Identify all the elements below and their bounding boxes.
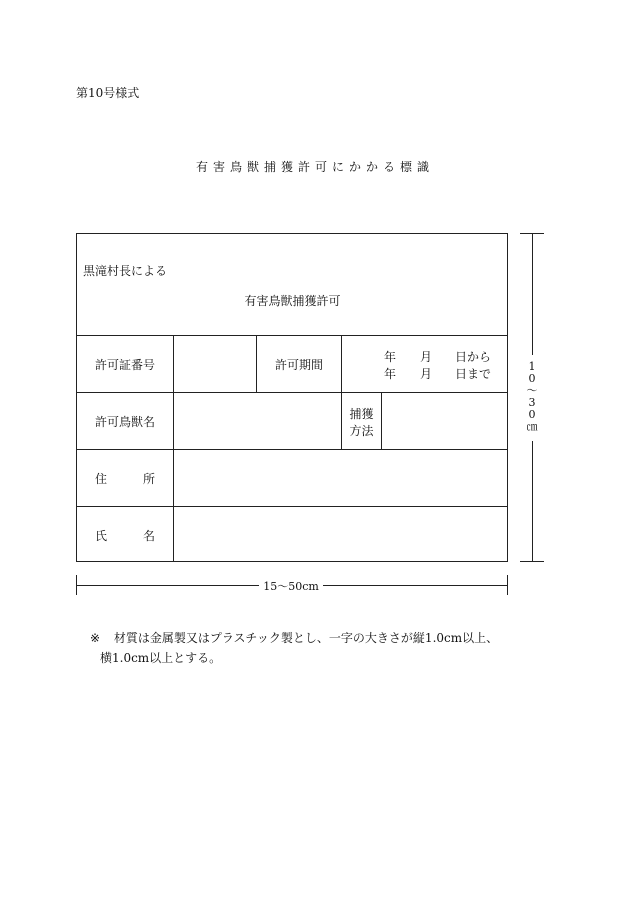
permit-heading: 有害鳥獣捕獲許可 [244,294,341,308]
period-start-year: 年 [384,350,397,364]
row-divider [77,392,508,393]
height-char: 0 [528,408,536,421]
width-dimension-label: 15〜50cm [263,580,319,593]
period-end-day: 日まで [455,367,492,381]
note-mark: ※ [90,631,101,645]
dimension-line [323,585,508,586]
height-char: 〜 [526,384,538,397]
period-start-month: 月 [420,350,433,364]
dimension-line [532,441,533,562]
issuer-text: 黒滝村長による [83,264,168,278]
height-dimension-label [520,361,544,433]
period-label: 許可期間 [274,358,323,372]
material-note [90,628,498,668]
dimension-line [76,585,259,586]
height-char: 1 [528,360,536,373]
height-char: 0 [528,372,536,385]
row-divider [77,335,508,336]
note-line-1: 材質は金属製又はプラスチック製とし、一字の大きさが縦1.0cm以上、 [113,631,499,645]
column-divider [381,392,382,449]
row-divider [77,449,508,450]
height-char: 3 [528,396,536,409]
width-dimension [76,575,508,595]
row-divider [77,506,508,507]
method-label-1: 捕獲 [349,407,374,421]
cert-number-label: 許可証番号 [94,358,155,372]
document-title: 有害鳥獣捕獲許可にかかる標識 [195,160,434,174]
period-end-month: 月 [420,367,433,381]
dimension-line [532,233,533,355]
sign-frame [76,233,508,562]
period-end-year: 年 [384,367,397,381]
animal-label: 許可鳥獣名 [94,415,155,429]
note-line-2: 横1.0cm以上とする。 [100,651,222,665]
height-char: ㎝ [526,420,538,433]
form-number: 第10号様式 [76,86,140,100]
column-divider [173,335,174,562]
name-label: 氏 名 [94,529,155,543]
address-label: 住 所 [94,472,155,486]
height-dimension [520,233,544,562]
period-start-day: 日から [455,350,492,364]
method-label-2: 方法 [349,424,374,438]
